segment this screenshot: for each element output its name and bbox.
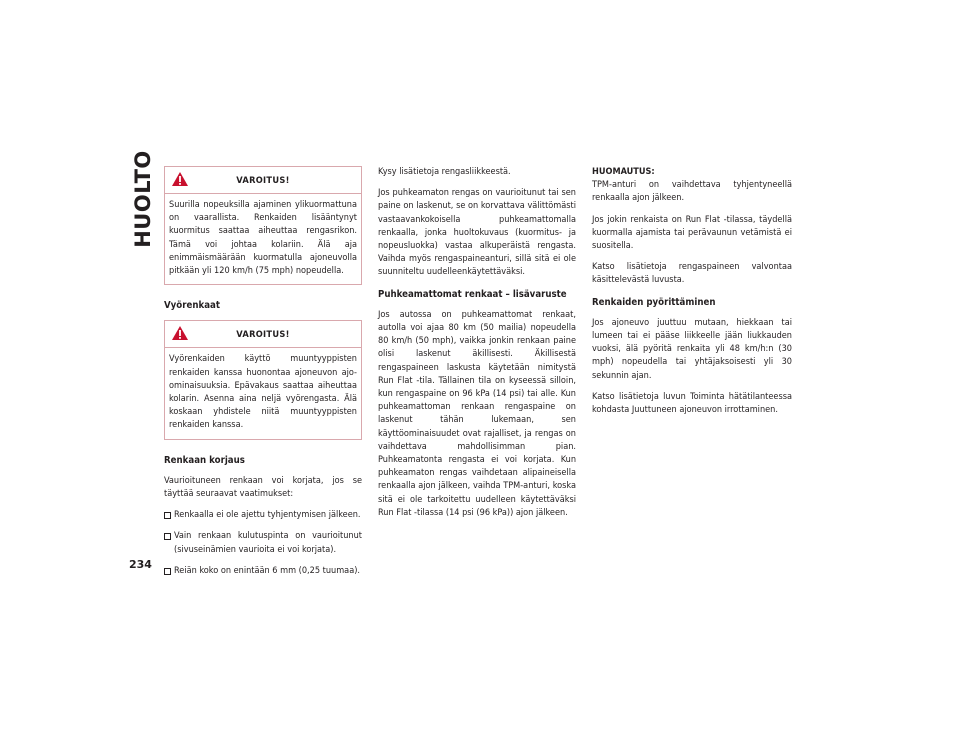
- paragraph: Katso lisätietoja rengaspaineen valvontaa käsittelevästä luvusta.: [592, 262, 792, 286]
- checkbox-bullet-icon: [164, 533, 171, 540]
- column-2: [378, 166, 576, 528]
- section-tab: [128, 150, 158, 248]
- paragraph: Jos jokin renkaista on Run Flat -tilassa, täydellä kuormalla ajamista tai perävaunun vetämistä ei suositella.: [592, 214, 792, 252]
- warning-title: VAROITUS!: [236, 175, 290, 186]
- heading-run-flat: Puhkeamattomat renkaat – lisävaruste: [378, 288, 567, 300]
- warning-box-1: [164, 166, 362, 285]
- note-label: HUOMAUTUS:: [592, 167, 655, 177]
- paragraph: Jos puhkeamaton rengas on vaurioitunut tai sen paine on laskenut, se on korvattava välittömästi vastaavankokoisella puhkeamattomalla renkaalla, jonka huoltokuvaus (kuormitus- ja nopeusluokka) vastaa alkuperäistä rengasta. Vaihda myös rengaspaineanturi, sillä sitä ei ole suunniteltu uudelleenkäytettäväksi.: [378, 188, 576, 278]
- heading-tire-repair: Renkaan korjaus: [164, 454, 245, 466]
- repair-requirements-list: [164, 509, 362, 578]
- warning-header: [165, 167, 361, 194]
- checkbox-bullet-icon: [164, 568, 171, 575]
- list-item: Vain renkaan kulutuspinta on vaurioitunut (sivuseinämien vaurioita ei voi korjata).: [164, 530, 362, 556]
- warning-header: [165, 321, 361, 348]
- repair-intro: Vaurioituneen renkaan voi korjata, jos se täyttää seuraavat vaatimukset:: [164, 475, 362, 500]
- paragraph: Kysy lisätietoja rengasliikkeestä.: [378, 167, 511, 177]
- paragraph: Jos ajoneuvo juuttuu mutaan, hiekkaan tai lumeen tai ei pääse liikkeelle jään liukkauden vuoksi, älä pyöritä renkaita yli 48 km/h:n (30 mph) nopeudella tai yhtäjaksoisesti yli 30 sekunnin ajan.: [592, 317, 792, 381]
- heading-tire-spinning: Renkaiden pyörittäminen: [592, 296, 716, 308]
- warning-box-2: [164, 320, 362, 439]
- column-1: [164, 166, 362, 586]
- section-tab-label: HUOLTO: [131, 150, 155, 248]
- heading-snow-chains: Vyörenkaat: [164, 300, 221, 312]
- column-3: [592, 166, 792, 425]
- list-item: Reiän koko on enintään 6 mm (0,25 tuumaa).: [164, 565, 362, 578]
- warning-text: Suurilla nopeuksilla ajaminen ylikuormattuna on vaarallista. Renkaiden lisääntynyt kuormitus saattaa aiheuttaa rengasrikon. Tämä voi johtaa kolariin. Älä aja enimmäismäärään kuormatulla ajoneuvolla pitkään yli 120 km/h (75 mph) nopeudella.: [169, 200, 357, 277]
- paragraph: Jos autossa on puhkeamattomat renkaat, autolla voi ajaa 80 km (50 mailia) nopeudella 80 km/h (50 mph), vaikka jonkin renkaan paine olisi laskenut äkillisesti. Äkillisestä rengaspaineen laskusta käytetään nimitystä Run Flat -tila. Tällainen tila on kyseessä silloin, kun rengaspaine on 96 kPa (14 psi) tai alle. Kun puhkeamattoman renkaan rengaspaine on laskenut tähän lukemaan, sen käyttöominaisuudet ovat rajalliset, ja rengas on vaihdettava mahdollisimman pian. Puhkeamatonta rengasta ei voi korjata. Kun puhkeamaton rengas vaihdetaan alipaineisella renkaalla ajon jälkeen, vaihda TPM-anturi, koska sitä ei ole tarkoitettu uudelleen käytettäväksi Run Flat -tilassa (14 psi (96 kPa)) ajon jälkeen.: [378, 309, 576, 518]
- page-number: 234: [129, 558, 152, 571]
- warning-title: VAROITUS!: [236, 329, 290, 341]
- note-text: TPM-anturi on vaihdettava tyhjentyneellä renkaalla ajon jälkeen.: [592, 180, 792, 204]
- paragraph: Katso lisätietoja luvun Toiminta hätätilanteessa kohdasta Juuttuneen ajoneuvon irrottaminen.: [592, 391, 792, 416]
- warning-text: Vyörenkaiden käyttö muuntyyppisten renkaiden kanssa huonontaa ajoneuvon ajo-ominaisuuksia. Epävakaus saattaa aiheuttaa kolarin. Asenna aina neljä vyörengasta. Älä koskaan yhdistele niitä muuntyyppisten renkaiden kanssa.: [169, 354, 357, 431]
- list-item: Renkaalla ei ole ajettu tyhjentymisen jälkeen.: [164, 509, 362, 522]
- checkbox-bullet-icon: [164, 512, 171, 519]
